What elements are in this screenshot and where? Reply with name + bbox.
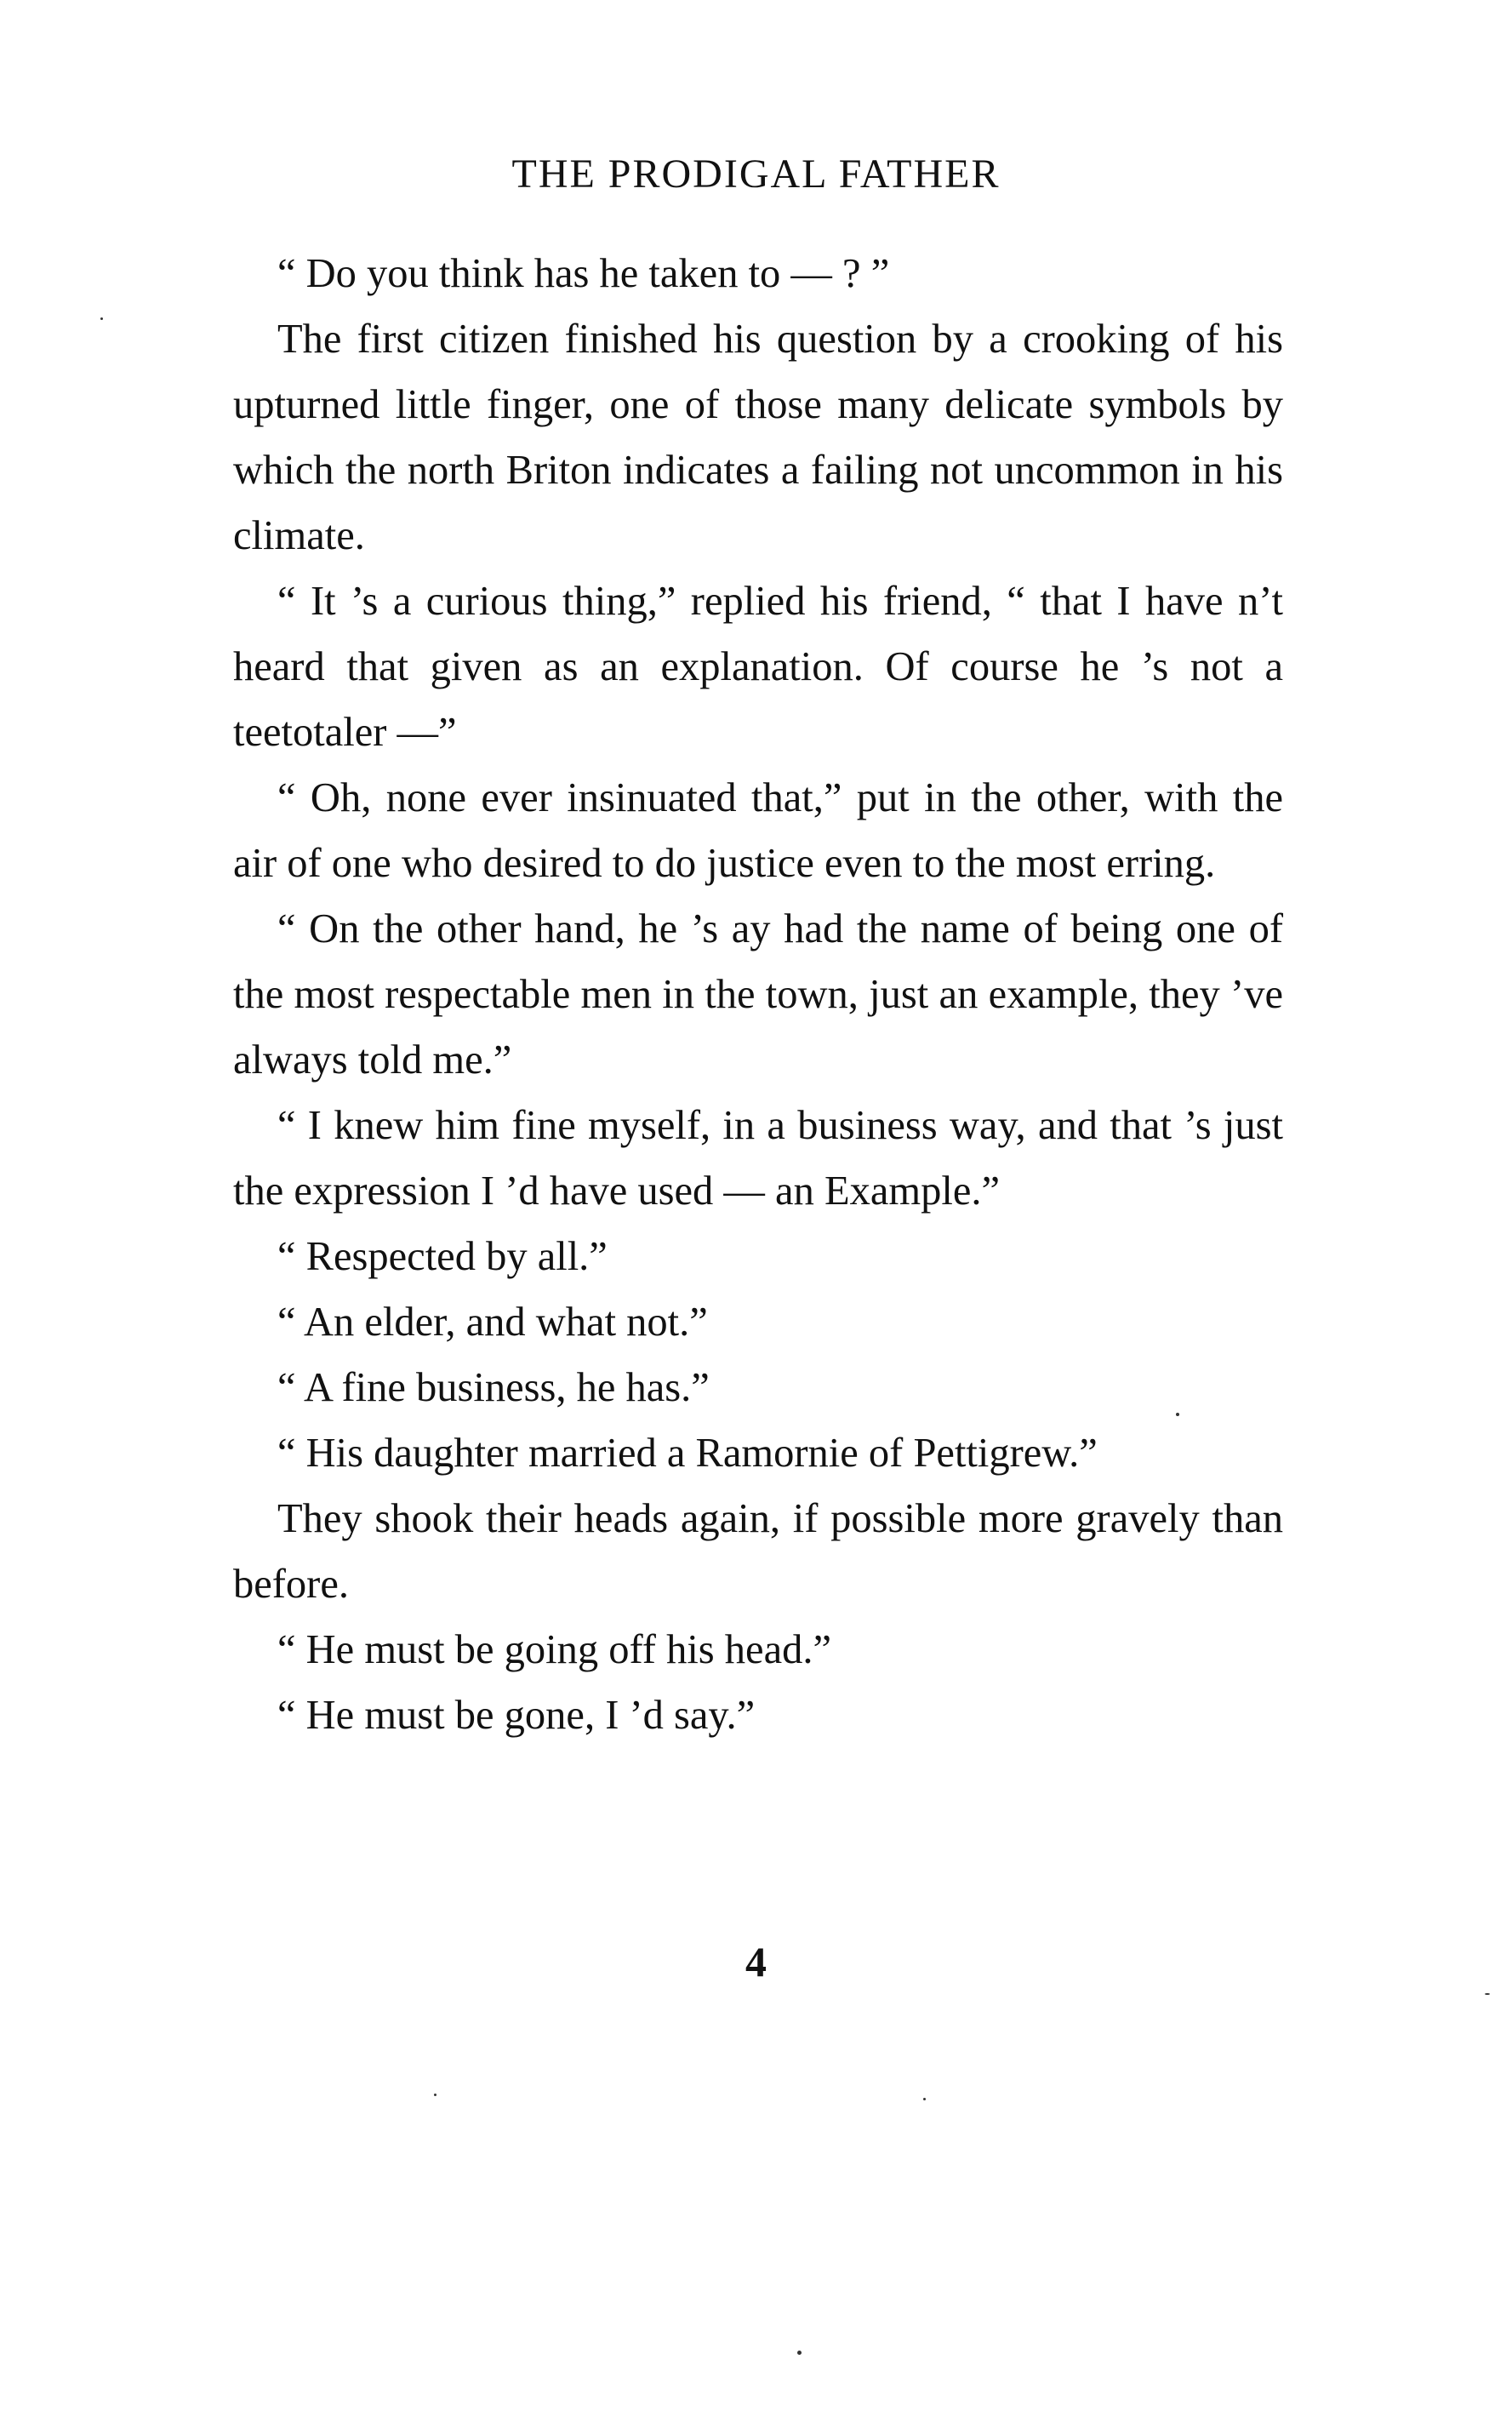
- paragraph: “ He must be gone, I ’d say.”: [277, 1693, 756, 1738]
- scan-speck: [1176, 1413, 1179, 1416]
- paragraph: The first citizen finished his question by a crooking of his upturned little finger, one of those many delicate symbols by which the north Briton indicates a failing not uncommon in his climate.: [233, 317, 1283, 558]
- scan-speck: [100, 317, 103, 320]
- running-head: THE PRODIGAL FATHER: [511, 151, 1001, 197]
- paragraph: “ A fine business, he has.”: [277, 1365, 710, 1410]
- paragraph: “ Oh, none ever insinuated that,” put in the other, with the air of one who desired to do justice even to the most erring.: [233, 775, 1283, 886]
- scan-speck: [797, 2351, 802, 2355]
- scan-speck: [1485, 1993, 1490, 1995]
- paragraph: “ An elder, and what not.”: [277, 1300, 708, 1345]
- body-text: [233, 241, 1283, 1748]
- scan-speck: [923, 2098, 926, 2100]
- paragraph: “ His daughter married a Ramornie of Pettigrew.”: [277, 1431, 1098, 1476]
- paragraph: “ Respected by all.”: [277, 1234, 608, 1279]
- paragraph: “ He must be going off his head.”: [277, 1627, 832, 1672]
- paragraph: “ It ’s a curious thing,” replied his friend, “ that I have n’t heard that given as an explanation. Of course he ’s not a teetotaler —”: [233, 579, 1283, 755]
- paragraph: “ Do you think has he taken to — ? ”: [277, 251, 890, 296]
- paragraph: “ I knew him fine myself, in a business way, and that ’s just the expression I ’d have used — an Example.”: [233, 1103, 1283, 1214]
- paragraph: “ On the other hand, he ’s ay had the name of being one of the most respectable men in the town, just an example, they ’ve always told me.”: [233, 906, 1283, 1083]
- paragraph: They shook their heads again, if possible more gravely than before.: [233, 1496, 1283, 1607]
- page-number: 4: [745, 1938, 767, 1985]
- scan-speck: [434, 2094, 436, 2096]
